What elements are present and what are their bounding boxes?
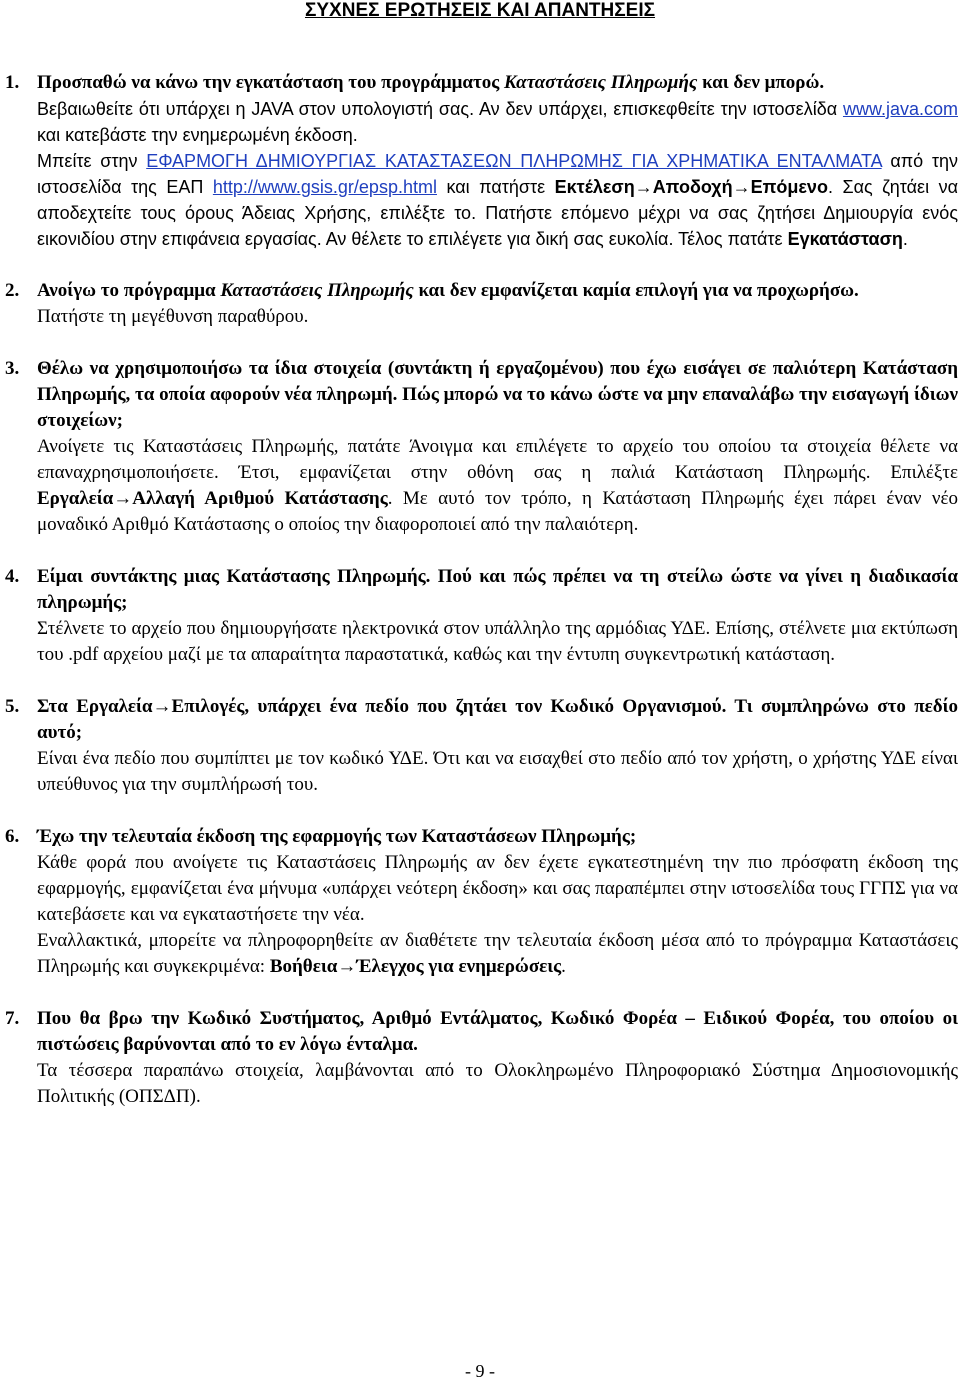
step-next: Επόμενο — [750, 177, 828, 197]
question-part: Ανοίγω το πρόγραμμα — [37, 280, 221, 301]
question-number: 7. — [5, 1008, 20, 1029]
answer-text: από την ιστοσελίδα της ΕΑΠ — [37, 151, 958, 197]
question-text: Είμαι συντάκτης μιας Κατάστασης Πληρωμής. Πού και πώς πρέπει να τη στείλω ώστε να γίνει η διαδικασία πληρωμής; — [37, 566, 958, 613]
question-text — [37, 70, 958, 96]
answer-text: και πατήστε — [436, 177, 555, 197]
question-part: Προσπαθώ να κάνω την εγκατάσταση του προγράμματος — [37, 72, 505, 93]
answer-paragraph — [37, 434, 958, 538]
answer-text: . — [561, 956, 566, 977]
question-text: Έχω την τελευταία έκδοση της εφαρμογής των Καταστάσεων Πληρωμής; — [37, 826, 637, 847]
arrow-right-icon: → — [152, 696, 172, 717]
answer-paragraph — [37, 96, 958, 148]
page-number: - 9 - — [465, 1361, 495, 1381]
question-part: και δεν εμφανίζεται καμία επιλογή για να προχωρήσω. — [413, 280, 859, 301]
faq-body — [37, 278, 958, 330]
question-text: Θέλω να χρησιμοποιήσω τα ίδια στοιχεία (συντάκτη ή εργαζομένου) που έχω εισάγει σε παλιότερη Κατάσταση Πληρωμής, τα οποία αφορούν νέα πληρωμή. Πώς μπορώ να το κάνω ώστε να μην επαναλάβω την εισαγωγή ίδιων στοιχείων; — [37, 358, 958, 431]
faq-body — [37, 1006, 958, 1110]
question-number: 2. — [5, 280, 20, 301]
gsis-link[interactable]: http://www.gsis.gr/epsp.html — [212, 177, 437, 197]
answer-text: . Με αυτό τον τρόπο, η Κατάσταση Πληρωμής έχει πάρει έναν νέο μοναδικό Αριθμό Κατάστασης ο οποίος την διαφοροποιεί από την παλαιότερη. — [37, 488, 958, 535]
answer-paragraph: Στέλνετε το αρχείο που δημιουργήσατε ηλεκτρονικά στον υπάλληλο της αρμόδιας ΥΔΕ. Επίσης, στέλνετε μια εκτύπωση του .pdf αρχείου μαζί με τα απαραίτητα παραστατικά, καθώς και την έντυπη συγκεντρωτική κατάσταση. — [37, 618, 958, 665]
answer-text: Μπείτε στην — [37, 151, 147, 171]
question-number: 3. — [5, 358, 20, 379]
question-text: Που θα βρω την Κωδικό Συστήματος, Αριθμό Εντάλματος, Κωδικό Φορέα – Ειδικού Φορέα, του οποίου οι πιστώσεις βαρύνονται από το εν λόγω ένταλμα. — [37, 1008, 958, 1055]
menu-tools: Εργαλεία — [37, 488, 114, 509]
answer-text: Βεβαιωθείτε ότι υπάρχει η JAVA στον υπολογιστή σας. Αν δεν υπάρχει, επισκεφθείτε την ιστοσελίδα — [37, 99, 843, 119]
faq-body — [37, 824, 958, 980]
question-number: 5. — [5, 696, 20, 717]
menu-check-updates: Έλεγχος για ενημερώσεις — [356, 956, 562, 977]
question-part: και δεν μπορώ. — [697, 72, 825, 93]
answer-text: . Σας ζητάει να αποδεχτείτε τους όρους Άδειας Χρήσης, επιλέξτε το. Πατήστε επόμενο μέχρι να σας ζητήσει Δημιουργία ενός εικονιδίου στην επιφάνεια εργασίας. Αν θέλετε το επιλέγετε για δική σας ευκολία. Τέλος πατάτε — [37, 177, 958, 249]
arrow-right-icon: → — [634, 177, 653, 197]
question-italic: Καταστάσεις Πληρωμής — [504, 72, 698, 93]
question-text — [37, 694, 958, 746]
answer-paragraph — [37, 148, 958, 252]
menu-change-number: Αλλαγή Αριθμού Κατάστασης — [132, 488, 388, 509]
answer-paragraph: Κάθε φορά που ανοίγετε τις Καταστάσεις Πληρωμής αν δεν έχετε εγκατεστημένη την πιο πρόσφατη έκδοση της εφαρμογής, εμφανίζεται ένα μήνυμα «υπάρχει νεότερη έκδοση» και σας παραπέμπει στην ιστοσελίδα τους ΓΓΠΣ για να κατεβάσετε και να εγκαταστήσετε την νέα. — [37, 852, 958, 925]
menu-help: Βοήθεια — [269, 956, 338, 977]
question-number: 6. — [5, 826, 20, 847]
answer-paragraph: Είναι ένα πεδίο που συμπίπτει με τον κωδικό ΥΔΕ. Ότι και να εισαχθεί στο πεδίο από τον χρήστη, ο χρήστης ΥΔΕ είναι υπεύθυνος για την συμπλήρωσή του. — [37, 748, 958, 795]
step-accept: Αποδοχή — [652, 177, 733, 197]
question-number: 4. — [5, 566, 20, 587]
application-link[interactable]: ΕΦΑΡΜΟΓΗ ΔΗΜΙΟΥΡΓΙΑΣ ΚΑΤΑΣΤΑΣΕΩΝ ΠΛΗΡΩΜΗΣ ΓΙΑ ΧΡΗΜΑΤΙΚΑ ΕΝΤΑΛΜΑΤΑ — [146, 151, 882, 171]
faq-body — [37, 70, 958, 252]
faq-body — [37, 356, 958, 538]
arrow-right-icon: → — [732, 177, 751, 197]
question-number: 1. — [5, 72, 20, 93]
answer-text: Ανοίγετε τις Καταστάσεις Πληρωμής, πατάτε Άνοιγμα και επιλέγετε το αρχείο του οποίου τα στοιχεία θέλετε να επαναχρησιμοποιήσετε. Έτσι, εμφανίζεται στην οθόνη σας η παλιά Κατάσταση Πληρωμής. Επιλέξτε — [37, 436, 958, 483]
answer-paragraph — [37, 928, 958, 980]
java-link[interactable]: www.java.com — [842, 99, 958, 119]
step-run: Εκτέλεση — [554, 177, 635, 197]
arrow-right-icon: → — [113, 488, 133, 509]
question-part: Επιλογές, υπάρχει ένα πεδίο που ζητάει τον Κωδικό Οργανισμού. Τι συμπληρώνω στο πεδίο αυτό; — [37, 696, 958, 743]
faq-body — [37, 694, 958, 798]
answer-text: . — [902, 229, 908, 249]
answer-text: Εναλλακτικά, μπορείτε να πληροφορηθείτε αν διαθέτετε την τελευταία έκδοση μέσα από το πρόγραμμα Καταστάσεις Πληρωμής και συγκεκριμένα: — [37, 930, 958, 977]
page-title: ΣΥΧΝΕΣ ΕΡΩΤΗΣΕΙΣ ΚΑΙ ΑΠΑΝΤΗΣΕΙΣ — [304, 0, 656, 21]
question-italic: Καταστάσεις Πληρωμής — [220, 280, 414, 301]
question-part: Στα Εργαλεία — [37, 696, 153, 717]
answer-text: και κατεβάστε την ενημερωμένη έκδοση. — [37, 125, 358, 145]
arrow-right-icon: → — [337, 956, 357, 977]
step-install: Εγκατάσταση — [787, 229, 903, 249]
question-text — [37, 278, 958, 304]
answer-paragraph: Πατήστε τη μεγέθυνση παραθύρου. — [37, 306, 309, 327]
answer-paragraph: Τα τέσσερα παραπάνω στοιχεία, λαμβάνονται από το Ολοκληρωμένο Πληροφοριακό Σύστημα Δημοσιονομικής Πολιτικής (ΟΠΣΔΠ). — [37, 1060, 958, 1107]
faq-body — [37, 564, 958, 668]
